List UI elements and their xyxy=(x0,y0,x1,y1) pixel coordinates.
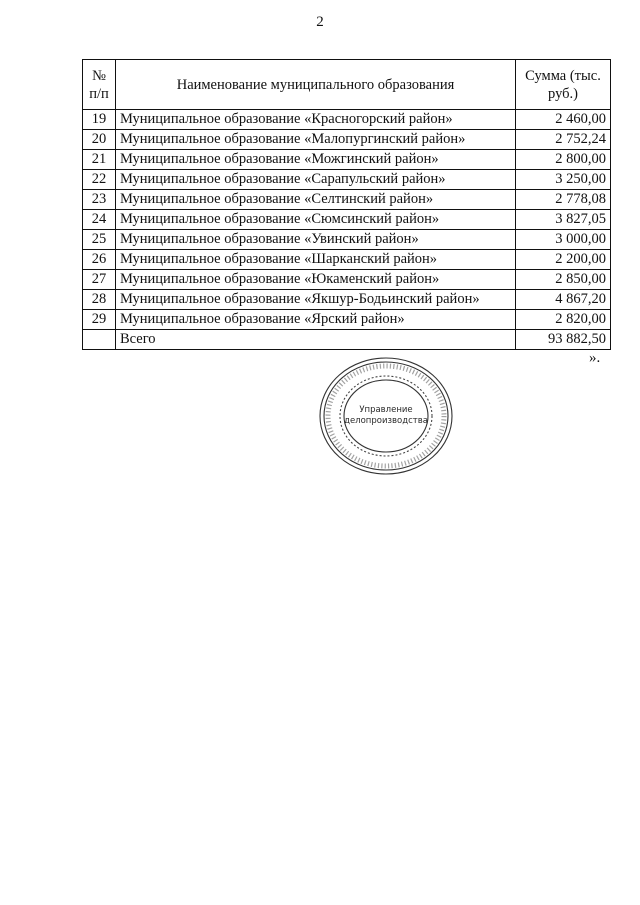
header-amount: Сумма (тыс. руб.) xyxy=(516,60,611,110)
seal-center-text-line1: Управление xyxy=(359,405,413,415)
total-label: Всего xyxy=(116,330,516,350)
row-number-cell: 26 xyxy=(83,250,116,270)
row-number-cell: 29 xyxy=(83,310,116,330)
row-number-cell: 22 xyxy=(83,170,116,190)
table-row xyxy=(83,250,611,270)
table-row xyxy=(83,110,611,130)
amount-cell: 4 867,20 xyxy=(516,290,611,310)
row-number-cell: 28 xyxy=(83,290,116,310)
header-number: № п/п xyxy=(83,60,116,110)
table-row xyxy=(83,150,611,170)
header-municipality: Наименование муниципального образования xyxy=(116,60,516,110)
table-row xyxy=(83,290,611,310)
municipality-name-cell: Муниципальное образование «Юкаменский район» xyxy=(116,270,516,290)
amount-cell: 2 460,00 xyxy=(516,110,611,130)
row-number-cell: 21 xyxy=(83,150,116,170)
total-row xyxy=(83,330,611,350)
total-amount: 93 882,50 xyxy=(516,330,611,350)
municipality-name-cell: Муниципальное образование «Увинский район» xyxy=(116,230,516,250)
table-row xyxy=(83,270,611,290)
municipality-name-cell: Муниципальное образование «Ярский район» xyxy=(116,310,516,330)
amount-cell: 2 800,00 xyxy=(516,150,611,170)
amount-cell: 3 250,00 xyxy=(516,170,611,190)
page-number: 2 xyxy=(316,14,324,30)
amount-cell: 2 850,00 xyxy=(516,270,611,290)
amount-cell: 2 778,08 xyxy=(516,190,611,210)
row-number-cell: 24 xyxy=(83,210,116,230)
table-row xyxy=(83,130,611,150)
amount-cell: 2 752,24 xyxy=(516,130,611,150)
row-number-cell: 27 xyxy=(83,270,116,290)
table-row xyxy=(83,170,611,190)
municipality-name-cell: Муниципальное образование «Сюмсинский район» xyxy=(116,210,516,230)
municipality-name-cell: Муниципальное образование «Малопургинский район» xyxy=(116,130,516,150)
amount-cell: 3 827,05 xyxy=(516,210,611,230)
amount-cell: 3 000,00 xyxy=(516,230,611,250)
municipality-name-cell: Муниципальное образование «Можгинский район» xyxy=(116,150,516,170)
table-row xyxy=(83,310,611,330)
amount-cell: 2 820,00 xyxy=(516,310,611,330)
table-row xyxy=(83,230,611,250)
table-header-row xyxy=(83,60,611,110)
table-row xyxy=(83,190,611,210)
seal-center-text-line2: делопроизводства xyxy=(344,416,428,426)
municipality-name-cell: Муниципальное образование «Шарканский район» xyxy=(116,250,516,270)
table-row xyxy=(83,210,611,230)
row-number-cell: 25 xyxy=(83,230,116,250)
row-number-cell: 20 xyxy=(83,130,116,150)
row-number-cell: 23 xyxy=(83,190,116,210)
official-seal-stamp xyxy=(318,356,454,476)
municipality-name-cell: Муниципальное образование «Сарапульский район» xyxy=(116,170,516,190)
municipality-name-cell: Муниципальное образование «Якшур-Бодьинский район» xyxy=(116,290,516,310)
closing-quote-mark: ». xyxy=(589,350,601,366)
amount-cell: 2 200,00 xyxy=(516,250,611,270)
municipality-name-cell: Муниципальное образование «Красногорский район» xyxy=(116,110,516,130)
total-number-cell xyxy=(83,330,116,350)
row-number-cell: 19 xyxy=(83,110,116,130)
allocation-table xyxy=(82,59,611,350)
municipality-name-cell: Муниципальное образование «Селтинский район» xyxy=(116,190,516,210)
